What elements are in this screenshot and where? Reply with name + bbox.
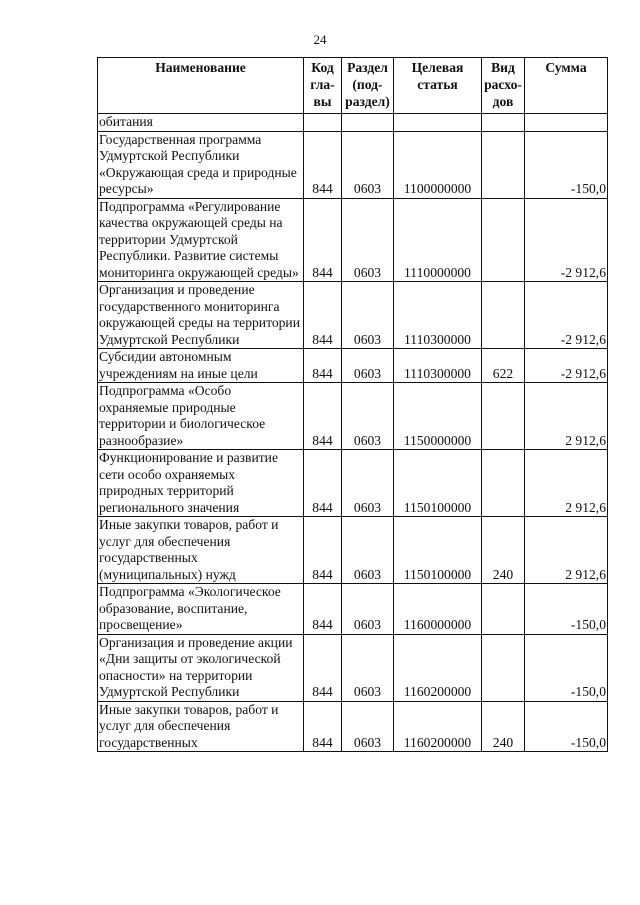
cell-target: 1150100000 bbox=[394, 450, 482, 517]
cell-target: 1110300000 bbox=[394, 349, 482, 383]
cell-name: Организация и проведение государственного мониторинга окружающей среды на территории Удмуртской Республики bbox=[98, 282, 304, 349]
cell-section: 0603 bbox=[342, 198, 394, 282]
cell-target: 1110300000 bbox=[394, 282, 482, 349]
cell-code: 844 bbox=[304, 198, 342, 282]
cell-sum: -2 912,6 bbox=[525, 349, 608, 383]
cell-code: 844 bbox=[304, 584, 342, 635]
cell-section: 0603 bbox=[342, 701, 394, 752]
table-row bbox=[98, 114, 608, 132]
cell-target bbox=[394, 114, 482, 132]
cell-type: 622 bbox=[482, 349, 525, 383]
cell-name: Функционирование и развитие сети особо охраняемых природных территорий регионального значения bbox=[98, 450, 304, 517]
cell-target: 1150000000 bbox=[394, 383, 482, 450]
header-section: Раздел (под-раздел) bbox=[342, 58, 394, 114]
header-sum: Сумма bbox=[525, 58, 608, 114]
cell-target: 1100000000 bbox=[394, 131, 482, 198]
table-row bbox=[98, 634, 608, 701]
cell-section: 0603 bbox=[342, 584, 394, 635]
cell-sum: -150,0 bbox=[525, 584, 608, 635]
cell-type bbox=[482, 131, 525, 198]
cell-sum: -150,0 bbox=[525, 701, 608, 752]
cell-sum: 2 912,6 bbox=[525, 450, 608, 517]
cell-name: Подпрограмма «Регулирование качества окружающей среды на территории Удмуртской Республики. Развитие системы мониторинга окружающей среды» bbox=[98, 198, 304, 282]
cell-code: 844 bbox=[304, 450, 342, 517]
table-row bbox=[98, 517, 608, 584]
budget-table bbox=[97, 57, 608, 752]
table-row bbox=[98, 450, 608, 517]
page-number: 24 bbox=[313, 32, 327, 47]
cell-sum: 2 912,6 bbox=[525, 383, 608, 450]
table-row bbox=[98, 282, 608, 349]
cell-type bbox=[482, 282, 525, 349]
cell-name: Иные закупки товаров, работ и услуг для обеспечения государственных (муниципальных) нужд bbox=[98, 517, 304, 584]
table-row bbox=[98, 584, 608, 635]
cell-code: 844 bbox=[304, 383, 342, 450]
cell-code: 844 bbox=[304, 517, 342, 584]
cell-target: 1110000000 bbox=[394, 198, 482, 282]
cell-sum: -2 912,6 bbox=[525, 282, 608, 349]
cell-code: 844 bbox=[304, 701, 342, 752]
cell-sum: 2 912,6 bbox=[525, 517, 608, 584]
table-row bbox=[98, 198, 608, 282]
cell-code: 844 bbox=[304, 349, 342, 383]
cell-code bbox=[304, 114, 342, 132]
cell-code: 844 bbox=[304, 131, 342, 198]
cell-section: 0603 bbox=[342, 383, 394, 450]
table-row bbox=[98, 349, 608, 383]
cell-code: 844 bbox=[304, 634, 342, 701]
cell-sum: -150,0 bbox=[525, 131, 608, 198]
cell-type: 240 bbox=[482, 701, 525, 752]
cell-target: 1160200000 bbox=[394, 634, 482, 701]
cell-sum bbox=[525, 114, 608, 132]
cell-type bbox=[482, 383, 525, 450]
cell-type bbox=[482, 584, 525, 635]
cell-section: 0603 bbox=[342, 634, 394, 701]
table-row bbox=[98, 701, 608, 752]
header-target: Целевая статья bbox=[394, 58, 482, 114]
cell-type: 240 bbox=[482, 517, 525, 584]
cell-target: 1150100000 bbox=[394, 517, 482, 584]
cell-code: 844 bbox=[304, 282, 342, 349]
header-code: Код гла-вы bbox=[304, 58, 342, 114]
cell-type bbox=[482, 198, 525, 282]
table-row bbox=[98, 131, 608, 198]
cell-target: 1160200000 bbox=[394, 701, 482, 752]
cell-type bbox=[482, 634, 525, 701]
cell-name: Субсидии автономным учреждениям на иные цели bbox=[98, 349, 304, 383]
cell-target: 1160000000 bbox=[394, 584, 482, 635]
cell-type bbox=[482, 114, 525, 132]
cell-section: 0603 bbox=[342, 450, 394, 517]
header-type: Вид расхо-дов bbox=[482, 58, 525, 114]
cell-section: 0603 bbox=[342, 282, 394, 349]
table-row bbox=[98, 383, 608, 450]
cell-name: Подпрограмма «Экологическое образование, воспитание, просвещение» bbox=[98, 584, 304, 635]
cell-section bbox=[342, 114, 394, 132]
cell-sum: -2 912,6 bbox=[525, 198, 608, 282]
header-name: Наименование bbox=[98, 58, 304, 114]
table-header-row bbox=[98, 58, 608, 114]
cell-name: Иные закупки товаров, работ и услуг для обеспечения государственных bbox=[98, 701, 304, 752]
cell-sum: -150,0 bbox=[525, 634, 608, 701]
cell-section: 0603 bbox=[342, 131, 394, 198]
cell-name: Подпрограмма «Особо охраняемые природные территории и биологическое разнообразие» bbox=[98, 383, 304, 450]
cell-section: 0603 bbox=[342, 517, 394, 584]
cell-section: 0603 bbox=[342, 349, 394, 383]
cell-name: обитания bbox=[98, 114, 304, 132]
cell-type bbox=[482, 450, 525, 517]
cell-name: Организация и проведение акции «Дни защиты от экологической опасности» на территории Удмуртской Республики bbox=[98, 634, 304, 701]
cell-name: Государственная программа Удмуртской Республики «Окружающая среда и природные ресурсы» bbox=[98, 131, 304, 198]
